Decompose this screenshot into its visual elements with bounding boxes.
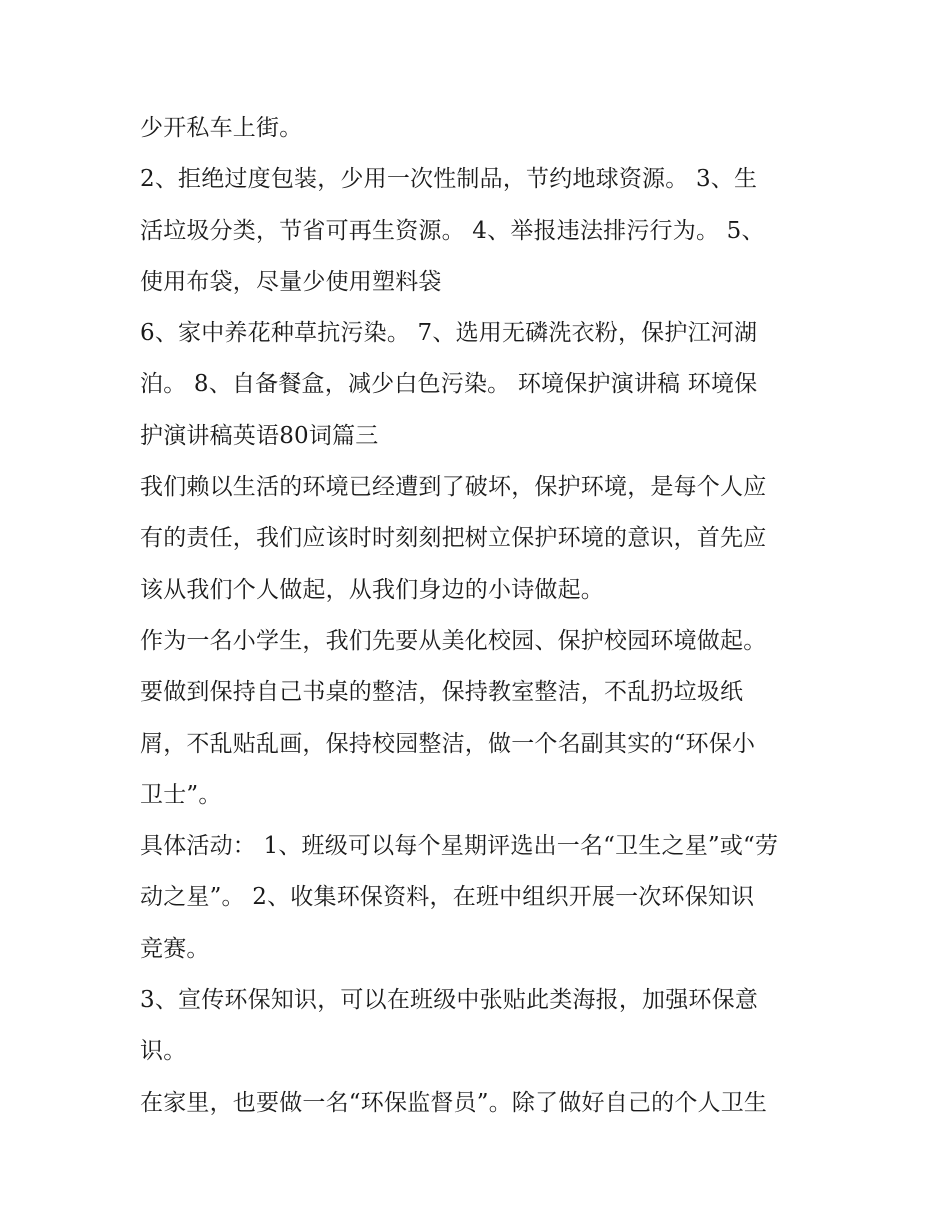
- text-line: 活垃圾分类，节省可再生资源。 4、举报违法排污行为。 5、: [140, 217, 765, 244]
- text-line: 护演讲稿英语80词篇三: [140, 422, 379, 449]
- text-line: 识。: [140, 1038, 187, 1065]
- text-line: 作为一名小学生，我们先要从美化校园、保护校园环境做起。: [140, 627, 767, 654]
- text-line: 3、宣传环保知识，可以在班级中张贴此类海报，加强环保意: [140, 987, 759, 1014]
- text-line: 使用布袋，尽量少使用塑料袋: [140, 268, 442, 295]
- text-line: 泊。 8、自备餐盒，减少白色污染。 环境保护演讲稿 环境保: [140, 371, 758, 398]
- text-line: 竞赛。: [140, 935, 210, 962]
- text-line: 要做到保持自己书桌的整洁，保持教室整洁，不乱扔垃圾纸: [140, 679, 744, 706]
- text-line: 该从我们个人做起，从我们身边的小诗做起。: [140, 576, 604, 603]
- text-line: 2、拒绝过度包装，少用一次性制品，节约地球资源。 3、生: [140, 166, 758, 193]
- text-line: 卫士”。: [140, 781, 222, 808]
- text-line: 屑，不乱贴乱画，保持校园整洁，做一个名副其实的“环保小: [140, 730, 756, 757]
- text-line: 具体活动： 1、班级可以每个星期评选出一名“卫生之星”或“劳: [140, 833, 779, 860]
- text-line: 我们赖以生活的环境已经遭到了破坏，保护环境，是每个人应: [140, 474, 767, 501]
- text-line: 在家里，也要做一名“环保监督员”。除了做好自己的个人卫生: [140, 1089, 768, 1116]
- text-line: 有的责任，我们应该时时刻刻把树立保护环境的意识，首先应: [140, 525, 767, 552]
- text-line: 6、家中养花种草抗污染。 7、选用无磷洗衣粉，保护江河湖: [140, 320, 758, 347]
- text-line: 少开私车上街。: [140, 115, 303, 141]
- text-line: 动之星”。 2、收集环保资料，在班中组织开展一次环保知识: [140, 884, 755, 911]
- document-body: [140, 103, 820, 1129]
